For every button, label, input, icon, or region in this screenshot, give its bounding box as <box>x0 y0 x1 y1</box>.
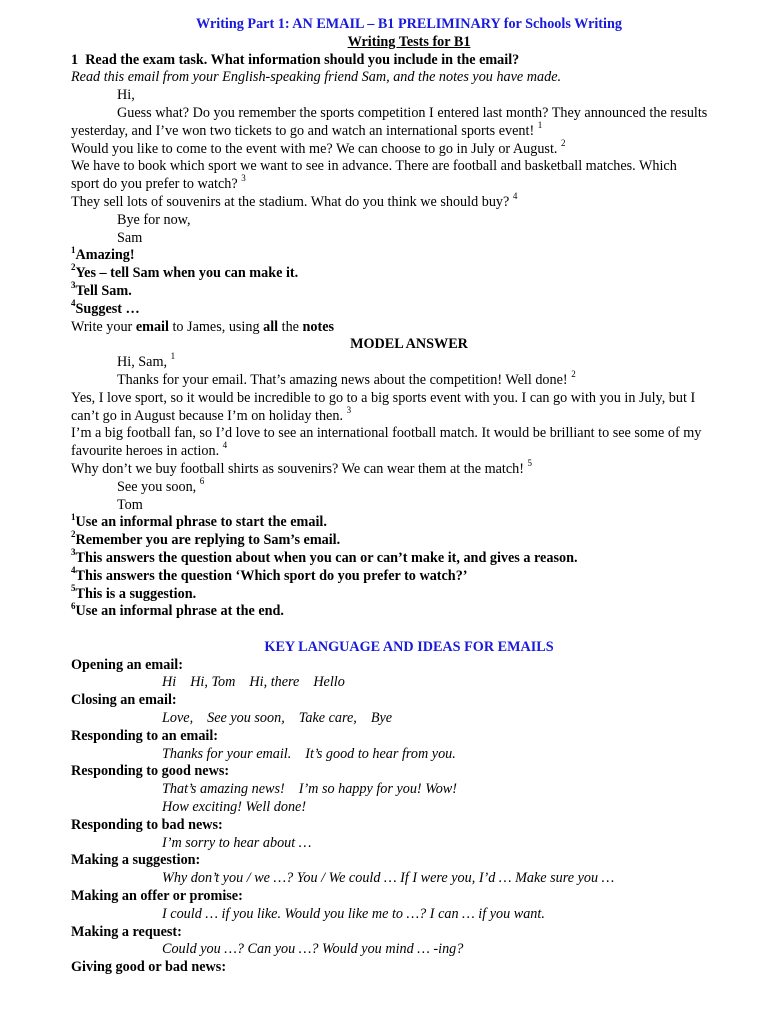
note-number: 5 <box>71 582 76 593</box>
task-heading <box>71 52 747 70</box>
model-note-item: $^5$This is a suggestion. <box>71 582 197 602</box>
task-number: 1 <box>71 51 79 68</box>
model-answer <box>71 351 747 514</box>
sam-email <box>71 87 747 247</box>
note-ref: 4 <box>512 191 518 202</box>
email-paragraph-4: They sell lots of souvenirs at the stadium. What do you think we should buy? $^4$ <box>71 191 518 210</box>
email-paragraph-1-line-2: yesterday, and I’ve won two tickets to go and watch an international sports event! $^1$ <box>71 120 543 139</box>
key-language-section <box>71 817 747 853</box>
note-number: 6 <box>71 600 76 611</box>
model-note-item: $^6$Use an informal phrase at the end. <box>71 600 284 620</box>
section-label: Making a suggestion: <box>71 852 201 869</box>
phrase-line: Could you …? Can you …? Would you mind … -ing? <box>162 941 464 958</box>
section-label: Opening an email: <box>71 656 183 673</box>
note-ref: 4 <box>222 440 228 451</box>
note-number: 4 <box>71 298 76 309</box>
section-label: Responding to an email: <box>71 727 219 744</box>
model-note-item: $^4$This answers the question ‘Which sport do you prefer to watch?’ <box>71 564 468 584</box>
model-answer-heading: MODEL ANSWER <box>350 336 468 353</box>
model-greeting: Hi, Sam, $^1$ <box>117 351 176 371</box>
note-number: 3 <box>71 547 76 558</box>
email-signoff: Bye for now, <box>117 211 191 228</box>
task-instruction: Read this email from your English-speaking friend Sam, and the notes you have made. <box>71 69 562 86</box>
phrase-line: I’m sorry to hear about … <box>162 834 312 851</box>
note-number: 2 <box>71 262 76 273</box>
model-note-item: $^3$This answers the question about when you can or can’t make it, and gives a reason. <box>71 547 578 566</box>
phrase-line: Thanks for your email. It’s good to hear from you. <box>162 745 456 762</box>
section-label: Making an offer or promise: <box>71 888 243 905</box>
document-page <box>71 16 747 977</box>
email-paragraph-1-line-1: Guess what? Do you remember the sports competition I entered last month? They announced the results <box>117 104 708 121</box>
key-language-section <box>71 959 747 977</box>
model-paragraph-4: Why don’t we buy football shirts as souvenirs? We can wear them at the match! $^5$ <box>71 458 533 477</box>
note-ref: 3 <box>346 404 352 415</box>
key-language-section <box>71 692 747 728</box>
note-number: 2 <box>71 529 76 540</box>
note-ref: 1 <box>537 120 543 131</box>
note-item: $^2$Yes – tell Sam when you can make it. <box>71 262 299 282</box>
note-ref: 6 <box>199 475 205 486</box>
notes-list <box>71 244 747 318</box>
model-notes-list <box>71 511 747 621</box>
model-paragraph-3-line-1: I’m a big football fan, so I’d love to see an international football match. It would be brilliant to see some of my <box>71 425 702 442</box>
section-label: Giving good or bad news: <box>71 959 227 976</box>
note-item: $^3$Tell Sam. <box>71 280 132 299</box>
write-instruction: Write your email to James, using all the notes <box>71 318 335 335</box>
note-ref: 5 <box>527 458 533 469</box>
phrase-line: How exciting! Well done! <box>162 799 307 816</box>
note-ref: 3 <box>241 173 246 184</box>
note-ref: 2 <box>571 369 576 380</box>
page-title: Writing Part 1: AN EMAIL – B1 PRELIMINARY for Schools Writing <box>196 16 622 32</box>
key-language-heading: KEY LANGUAGE AND IDEAS FOR EMAILS <box>264 638 554 655</box>
email-paragraph-2: Would you like to come to the event with me? We can choose to go in July or August. $^2$ <box>71 137 566 157</box>
email-paragraph-3-line-2: sport do you prefer to watch? $^3$ <box>71 173 246 193</box>
note-number: 1 <box>71 244 76 255</box>
email-paragraph-3-line-1: We have to book which sport we want to see in advance. There are football and basketball matches. Which <box>71 158 677 175</box>
email-greeting: Hi, <box>117 87 135 104</box>
model-paragraph-3-line-2: favourite heroes in action. $^4$ <box>71 440 228 460</box>
note-number: 3 <box>71 280 76 291</box>
note-ref: 1 <box>170 351 176 362</box>
phrase-line: Love, See you soon, Take care, Bye <box>162 710 393 727</box>
note-number: 4 <box>71 564 76 575</box>
model-paragraph-1: Thanks for your email. That’s amazing news about the competition! Well done! $^2$ <box>117 369 576 388</box>
phrase-line: Why don’t you / we …? You / We could … If I were you, I’d … Make sure you … <box>162 870 615 887</box>
section-label: Closing an email: <box>71 692 177 709</box>
email-sender-name: Sam <box>117 229 143 246</box>
section-label: Responding to bad news: <box>71 816 223 833</box>
model-note-item: $^1$Use an informal phrase to start the email. <box>71 511 327 531</box>
section-label: Responding to good news: <box>71 763 230 780</box>
phrase-line: That’s amazing news! I’m so happy for you! Wow! <box>162 781 457 798</box>
note-ref: 2 <box>561 137 566 148</box>
model-signoff: See you soon, $^6$ <box>117 475 205 495</box>
phrase-line: I could … if you like. Would you like me to …? I can … if you want. <box>162 905 545 922</box>
note-item: $^4$Suggest … <box>71 298 140 317</box>
page-subtitle: Writing Tests for B1 <box>347 33 471 50</box>
note-item: $^1$Amazing! <box>71 244 135 264</box>
model-paragraph-2-line-2: can’t go in August because I’m on holiday then. $^3$ <box>71 404 352 424</box>
model-paragraph-2-line-1: Yes, I love sport, so it would be incredible to go to a big sports event with you. I can go with you in July, but I <box>71 389 696 406</box>
spacer <box>71 621 747 639</box>
phrase-line: Hi Hi, Tom Hi, there Hello <box>162 674 345 691</box>
model-sender-name: Tom <box>117 496 143 513</box>
key-language-section <box>71 852 747 888</box>
note-number: 1 <box>71 511 76 522</box>
task-heading-text: Read the exam task. What information should you include in the email? <box>85 51 520 68</box>
key-language-section <box>71 924 747 960</box>
key-language-section <box>71 888 747 924</box>
model-note-item: $^2$Remember you are replying to Sam’s email. <box>71 529 341 549</box>
key-language-section <box>71 763 747 816</box>
section-label: Making a request: <box>71 923 182 940</box>
key-language-section <box>71 728 747 764</box>
key-language-section <box>71 657 747 693</box>
